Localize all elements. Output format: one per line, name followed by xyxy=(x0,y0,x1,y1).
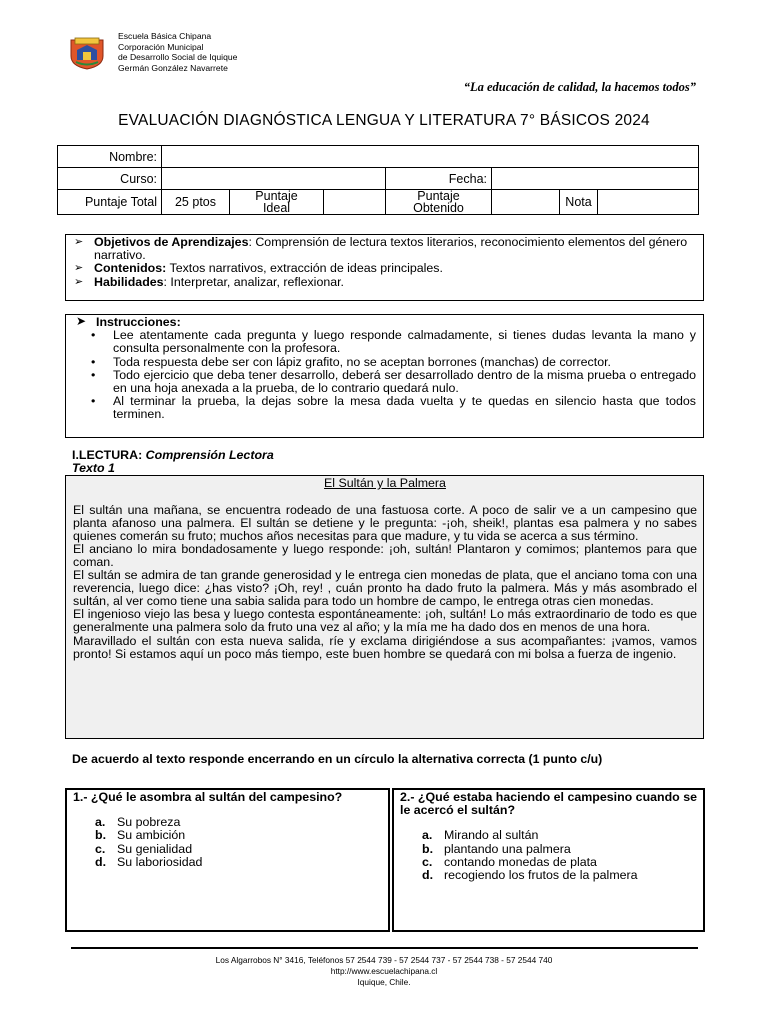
reading-paragraph: Maravillado el sultán con esta nueva salida, ríe y exclama dirigiéndose a sus acompañantes: ¡vamos, vamos pronto! Si estamos aquí un poco más tiempo, este buen hombre se quedará con mi bolsa a fuerza de ingenio. xyxy=(73,633,697,661)
section-header xyxy=(72,449,274,476)
objective-text: : Comprensión de lectura textos literarios, reconocimiento elementos del género narrativo. xyxy=(94,235,688,263)
section-subtitle: Comprensión Lectora xyxy=(145,448,274,462)
puntaje-obtenido-label xyxy=(386,190,492,215)
option-text: Su pobreza xyxy=(117,815,181,830)
option-text: Su genialidad xyxy=(117,841,193,856)
page-title: EVALUACIÓN DIAGNÓSTICA LENGUA Y LITERATURA 7° BÁSICOS 2024 xyxy=(118,112,650,129)
puntaje-obtenido-line-2: Obtenido xyxy=(413,201,464,215)
instruction-text: Toda respuesta debe ser con lápiz grafito, no se aceptan borrones (manchas) de corrector. xyxy=(113,354,611,369)
puntaje-ideal-line-1: Puntaje xyxy=(255,189,298,203)
skills-text: : Interpretar, analizar, reflexionar. xyxy=(163,274,344,289)
instructions-box xyxy=(65,314,704,438)
option-d[interactable] xyxy=(95,856,382,869)
reading-passage xyxy=(65,475,704,739)
puntaje-ideal-field[interactable] xyxy=(324,190,386,215)
reading-title: El Sultán y la Palmera xyxy=(324,476,446,490)
question-1-options xyxy=(73,816,382,869)
option-letter: b. xyxy=(422,841,434,856)
arrow-bullet-icon: ➢ xyxy=(74,236,84,248)
option-letter: a. xyxy=(95,815,106,830)
nota-label: Nota xyxy=(560,190,598,215)
instructions-heading-text: Instrucciones: xyxy=(96,315,181,329)
contents-text: Textos narrativos, extracción de ideas principales. xyxy=(166,261,443,276)
question-2-options xyxy=(400,829,697,882)
footer-url[interactable]: http://www.escuelachipana.cl xyxy=(330,966,438,977)
option-letter: c. xyxy=(95,841,106,856)
school-director: Germán González Navarrete xyxy=(118,62,228,73)
arrow-bullet-icon: ➢ xyxy=(74,262,84,275)
school-corporation: Corporación Municipal xyxy=(118,41,204,52)
puntaje-obtenido-line-1: Puntaje xyxy=(417,189,460,203)
instruction-item xyxy=(76,329,696,355)
footer-city: Iquique, Chile. xyxy=(357,977,411,988)
curso-field[interactable] xyxy=(162,168,386,190)
question-2-box xyxy=(392,788,705,932)
school-name: Escuela Básica Chipana xyxy=(118,31,212,41)
footer-divider xyxy=(71,947,698,949)
objectives-box xyxy=(65,234,704,301)
reading-paragraph: El anciano lo mira bondadosamente y luego responde: ¡oh, sultán! Plantaron y comimos; plantemos para que coman. xyxy=(73,542,697,570)
option-letter: b. xyxy=(95,828,107,843)
reading-paragraph: El sultán se admira de tan grande generosidad y le entrega cien monedas de plata, que el anciano toma con una reverencia, luego dice: ¿has visto? ¡Oh, rey! , cuán pronto ha dado fruto la palmera. Más y más asombrado el sultán, al ver como tiene una sabia salida para todo un hombre de campo, le entrega otras cien monedas. xyxy=(73,568,697,609)
option-text: recogiendo los frutos de la palmera xyxy=(444,868,638,883)
school-crest-logo xyxy=(68,36,106,70)
puntaje-ideal-label xyxy=(230,190,324,215)
option-text: Su laboriosidad xyxy=(117,854,203,869)
bullet-dot-icon: • xyxy=(91,328,96,343)
instruction-text: Todo ejercicio que deba tener desarrollo, deberá ser desarrollado dentro de la misma prueba o entregado en una hoja anexada a la prueba, de lo contrario quedará nulo. xyxy=(113,367,696,396)
option-letter: d. xyxy=(422,868,434,883)
footer xyxy=(0,955,768,989)
instruction-text: Lee atentamente cada pregunta y luego responde calmadamente, si tienes dudas levanta la mano y consulta personalmente con la profesora. xyxy=(113,328,696,356)
option-letter: a. xyxy=(422,828,433,843)
student-info-table xyxy=(57,145,699,215)
footer-address: Los Algarrobos N° 3416, Teléfonos 57 2544 739 - 57 2544 737 - 57 2544 738 - 57 2544 740 xyxy=(215,955,553,965)
instruction-text: Al terminar la prueba, la dejas sobre la mesa dada vuelta y te quedas en silencio hasta que todos terminen. xyxy=(113,394,696,422)
bullet-dot-icon: • xyxy=(91,394,96,409)
question-2-title: 2.- ¿Qué estaba haciendo el campesino cuando se le acercó el sultán? xyxy=(400,790,697,818)
puntaje-obtenido-field[interactable] xyxy=(492,190,560,215)
nombre-field[interactable] xyxy=(162,146,699,168)
text-label: Texto 1 xyxy=(72,461,115,476)
section-label: I.LECTURA: xyxy=(72,448,143,462)
school-corporation-2: de Desarrollo Social de Iquique xyxy=(118,52,238,63)
option-d[interactable] xyxy=(422,869,697,882)
question-1-box xyxy=(65,788,390,932)
objective-label: Objetivos de Aprendizajes xyxy=(94,235,249,249)
fecha-label: Fecha: xyxy=(386,168,492,190)
school-info xyxy=(118,31,237,73)
question-instruction: De acuerdo al texto responde encerrando en un círculo la alternativa correcta (1 punto c/u) xyxy=(72,752,603,766)
nota-field[interactable] xyxy=(598,190,699,215)
bullet-dot-icon: • xyxy=(91,354,96,369)
puntaje-total-value: 25 ptos xyxy=(162,190,230,215)
option-text: contando monedas de plata xyxy=(444,854,597,869)
contents-label: Contenidos: xyxy=(94,261,167,276)
puntaje-ideal-line-2: Ideal xyxy=(262,201,291,215)
bullet-dot-icon: • xyxy=(91,367,96,382)
question-1-title: 1.- ¿Qué le asombra al sultán del campesino? xyxy=(73,790,343,804)
reading-paragraph: El ingenioso viejo las besa y luego contesta espontáneamente: ¡oh, sultán! Lo más extraordinario de todo es que generalmente una palmera solo da fruto una vez al año; y la mía me ha dado dos en menos de una hora. xyxy=(73,607,697,635)
skills-item xyxy=(74,276,697,289)
reading-paragraph: El sultán una mañana, se encuentra rodeado de una fastuosa corte. A poco de salir ve a un campesino que planta afanoso una palmera. El sultán se detiene y le pregunta: -¡oh, sheik!, plantas esa palmera y no sabes quienes comerán su fruto; muchos años necesitas para que madure, y tu vida se acerca a sus término. xyxy=(73,503,697,544)
arrow-bullet-icon: ➢ xyxy=(74,275,84,288)
nombre-label: Nombre: xyxy=(58,146,162,168)
option-letter: d. xyxy=(95,854,107,869)
curso-label: Curso: xyxy=(58,168,162,190)
school-motto: “La educación de calidad, la hacemos todos” xyxy=(463,80,696,94)
option-text: plantando una palmera xyxy=(444,841,571,856)
option-letter: c. xyxy=(422,854,433,869)
arrow-bullet-icon: ➤ xyxy=(76,314,87,328)
objective-item xyxy=(74,236,697,262)
skills-label: Habilidades xyxy=(94,274,164,289)
option-text: Mirando al sultán xyxy=(444,828,539,843)
fecha-field[interactable] xyxy=(492,168,699,190)
instruction-item xyxy=(76,369,696,395)
option-text: Su ambición xyxy=(117,828,186,843)
puntaje-total-label: Puntaje Total xyxy=(58,190,162,215)
instruction-item xyxy=(76,395,696,421)
